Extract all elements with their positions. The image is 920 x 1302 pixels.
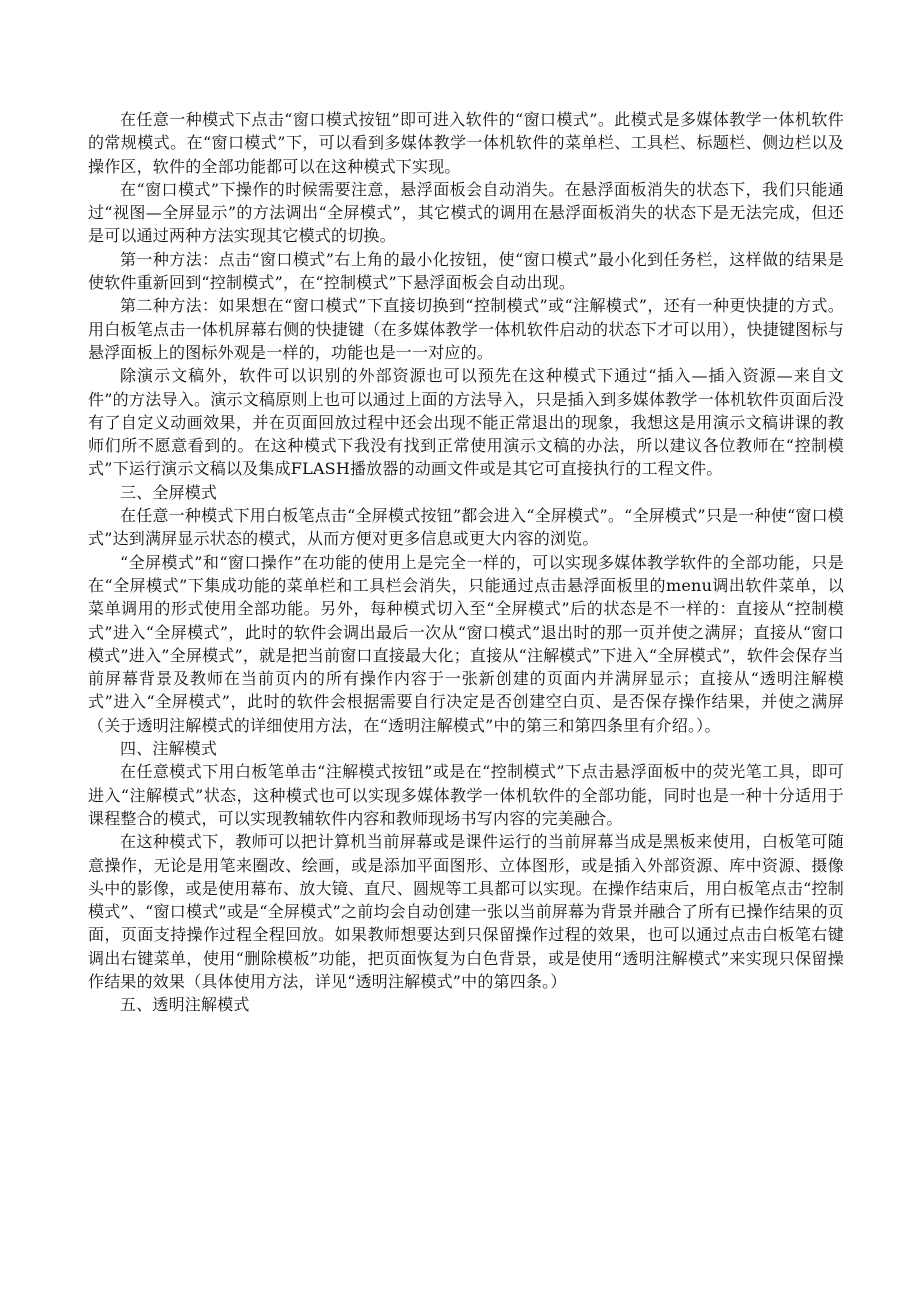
paragraph-annotation-details: 在这种模式下，教师可以把计算机当前屏幕或是课件运行的当前屏幕当成是黑板来使用，白板笔可随意操作，无论是用笔来圈改、绘画，或是添加平面图形、立体图形，或是插入外部资源、库中资源、摄像头中的影像，或是使用幕布、放大镜、直尺、圆规等工具都可以实现。在操作结束后，用白板笔点击“控制模式”、“窗口模式”或是“全屏模式”之前均会自动创建一张以当前屏幕为背景并融合了所有已操作结果的页面，页面支持操作过程全程回放。如果教师想要达到只保留操作过程的效果，也可以通过点击白板笔右键调出右键菜单，使用“删除模板”功能，把页面恢复为白色背景，或是使用“透明注解模式”来实现只保留操作结果的效果（具体使用方法，详见“透明注解模式”中的第四条。）: [88, 832, 844, 991]
document-body: [88, 108, 844, 1017]
paragraph-fullscreen-details: “全屏模式”和“窗口操作”在功能的使用上是完全一样的，可以实现多媒体教学软件的全部功能，只是在“全屏模式”下集成功能的菜单栏和工具栏会消失，只能通过点击悬浮面板里的menu调出软件菜单，以菜单调用的形式使用全部功能。另外，每种模式切入至“全屏模式”后的状态是不一样的：直接从“控制模式”进入“全屏模式”，此时的软件会调出最后一次从“窗口模式”退出时的那一页并使之满屏；直接从“窗口模式”进入”全屏模式”，就是把当前窗口直接最大化；直接从“注解模式”下进入“全屏模式”，软件会保存当前屏幕背景及教师在当前页内的所有操作内容于一张新创建的页面内并满屏显示；直接从“透明注解模式”进入“全屏模式”，此时的软件会根据需要自行决定是否创建空白页、是否保存操作结果，并使之满屏（关于透明注解模式的详细使用方法，在“透明注解模式”中的第三和第四条里有介绍。）。: [88, 552, 844, 735]
paragraph-annotation-intro: 在任意模式下用白板笔单击“注解模式按钮”或是在“控制模式”下点击悬浮面板中的荧光笔工具，即可进入“注解模式”状态，这种模式也可以实现多媒体教学一体机软件的全部功能，同时也是一种十分适用于课程整合的模式，可以实现教辅软件内容和教师现场书写内容的完美融合。: [88, 762, 844, 828]
section-heading-fullscreen-mode: 三、全屏模式: [120, 482, 218, 502]
paragraph-window-mode-intro: 在任意一种模式下点击“窗口模式按钮”即可进入软件的“窗口模式”。此模式是多媒体教学一体机软件的常规模式。在“窗口模式”下，可以看到多媒体教学一体机软件的菜单栏、工具栏、标题栏、侧边栏以及操作区，软件的全部功能都可以在这种模式下实现。: [88, 110, 844, 176]
paragraph-fullscreen-intro: 在任意一种模式下用白板笔点击“全屏模式按钮”都会进入“全屏模式”。“全屏模式”只是一种使“窗口模式”达到满屏显示状态的模式，从而方便对更多信息或更大内容的浏览。: [88, 506, 844, 549]
section-heading-transparent-annotation-mode: 五、透明注解模式: [120, 995, 250, 1015]
paragraph-method-two: 第二种方法：如果想在“窗口模式”下直接切换到“控制模式”或“注解模式”，还有一种更快捷的方式。用白板笔点击一体机屏幕右侧的快捷键（在多媒体教学一体机软件启动的状态下才可以用），快捷键图标与悬浮面板上的图标外观是一样的，功能也是一一对应的。: [88, 296, 844, 362]
paragraph-method-one: 第一种方法：点击“窗口模式”右上角的最小化按钮，使“窗口模式”最小化到任务栏，这样做的结果是使软件重新回到“控制模式”，在“控制模式”下悬浮面板会自动出现。: [88, 249, 844, 293]
paragraph-window-mode-notice: 在“窗口模式”下操作的时候需要注意，悬浮面板会自动消失。在悬浮面板消失的状态下，我们只能通过“视图—全屏显示”的方法调出“全屏模式”，其它模式的调用在悬浮面板消失的状态下是无法完成，但还是可以通过两种方法实现其它模式的切换。: [88, 179, 844, 246]
paragraph-external-resources: 除演示文稿外，软件可以识别的外部资源也可以预先在这种模式下通过“插入—插入资源—来自文件”的方法导入。演示文稿原则上也可以通过上面的方法导入，只是插入到多媒体教学一体机软件页面后没有了自定义动画效果，并在页面回放过程中还会出现不能正常退出的现象，我想这是用演示文稿讲课的教师们所不愿意看到的。在这种模式下我没有找到正常使用演示文稿的办法，所以建议各位教师在“控制模式”下运行演示文稿以及集成FLASH播放器的动画文件或是其它可直接执行的工程文件。: [88, 366, 844, 479]
section-heading-annotation-mode: 四、注解模式: [120, 739, 218, 759]
